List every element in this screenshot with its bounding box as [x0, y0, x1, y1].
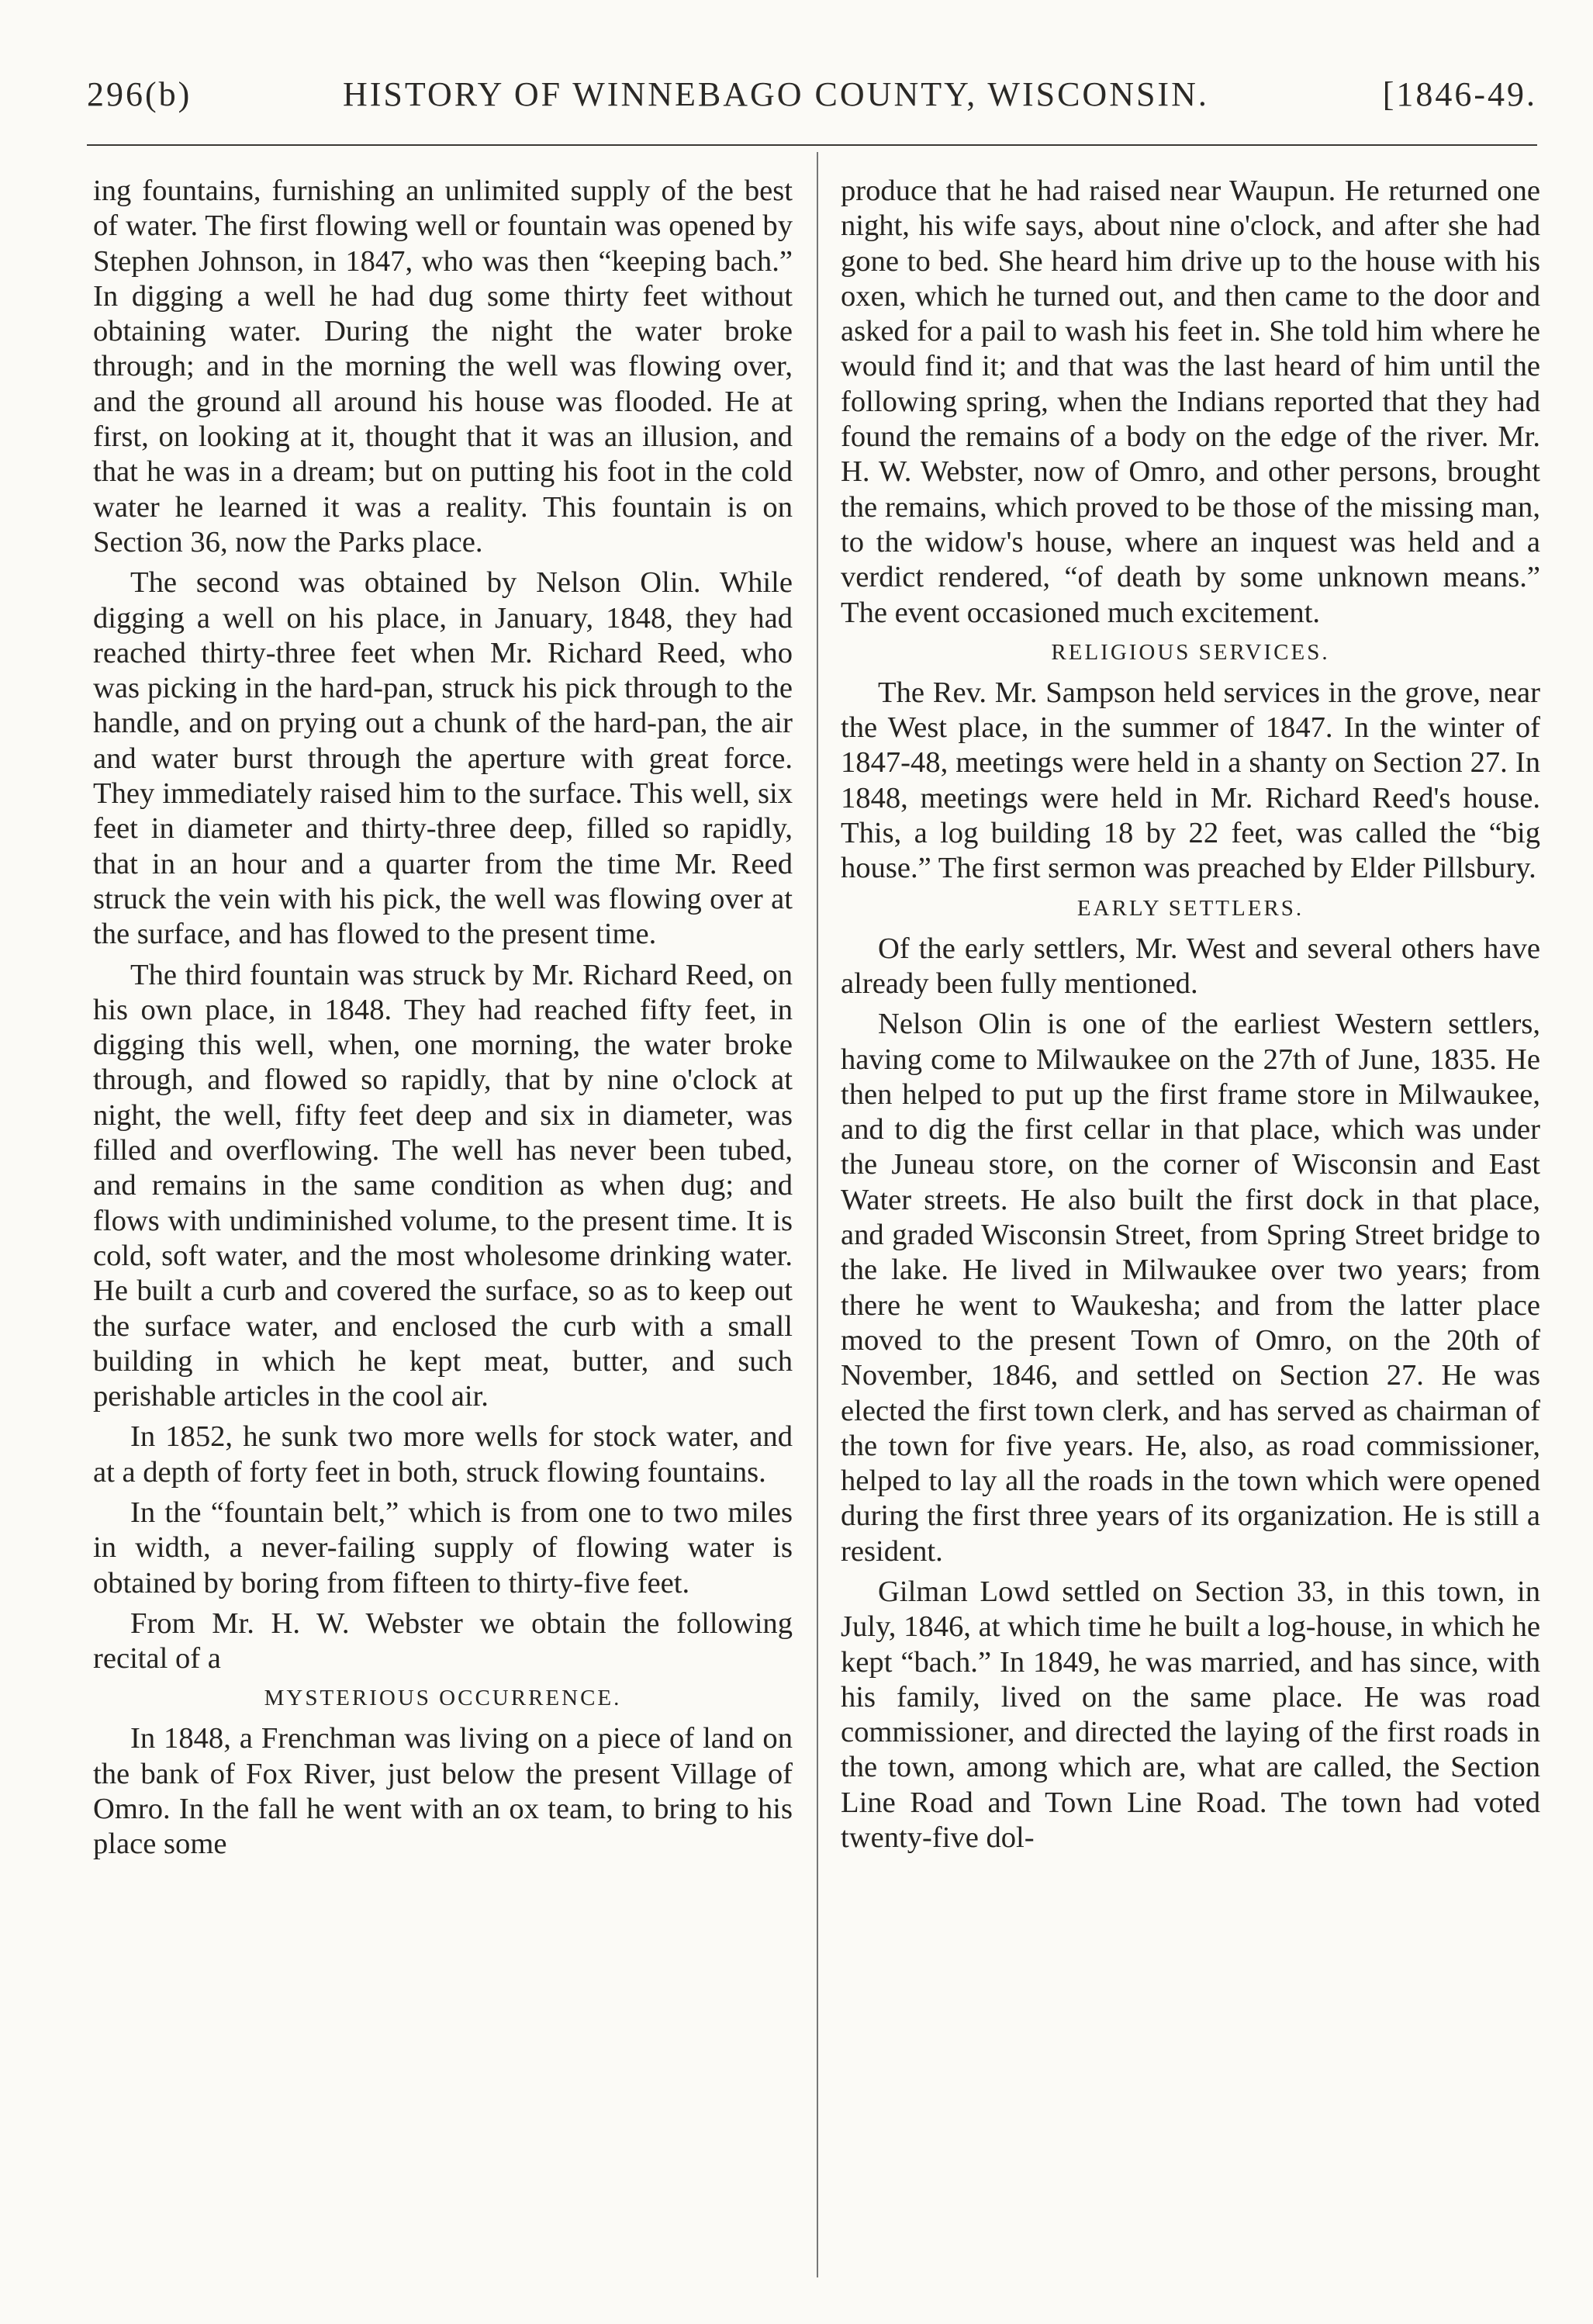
running-header [87, 74, 1537, 121]
paragraph: The Rev. Mr. Sampson held services in the grove, near the West place, in the summer of 1847. In the winter of 1847-48, meetings were held in a shanty on Section 27. In 1848, meetings were held in Mr. Richard Reed's house. This, a log building 18 by 22 feet, was called the “big house.” The first sermon was preached by Elder Pillsbury. [841, 676, 1540, 885]
running-title: HISTORY OF WINNEBAGO COUNTY, WISCONSIN. [343, 75, 1209, 113]
paragraph: In the “fountain belt,” which is from one to two miles in width, a never-failing supply of flowing water is obtained by boring from fifteen to thirty-five feet. [93, 1496, 793, 1599]
right-column [841, 174, 1540, 2268]
left-column [93, 174, 793, 2268]
paragraph: The second was obtained by Nelson Olin. While digging a well on his place, in January, 1848, they had reached thirty-three feet when Mr. Richard Reed, who was picking in the hard-pan, struck his pick through to the handle, and on prying out a chunk of the hard-pan, the air and water burst through the aperture with great force. They immediately raised him to the surface. This well, six feet in diameter and thirty-three deep, filled so rapidly, that in an hour and a quarter from the time Mr. Reed struck the vein with his pick, the well was flowing over at the surface, and has flowed to the present time. [93, 566, 793, 951]
paragraph: Nelson Olin is one of the earliest Western settlers, having come to Milwaukee on the 27th of June, 1835. He then helped to put up the first frame store in Milwaukee, and to dig the first cellar in that place, which was under the Juneau store, on the corner of Wisconsin and East Water streets. He also built the first dock in that place, and graded Wisconsin Street, from Spring Street bridge to the lake. He lived in Milwaukee over two years; from there he went to Waukesha; and from the latter place moved to the present Town of Omro, on the 20th of November, 1846, and settled on Section 27. He was elected the first town clerk, and has served as chairman of the town for five years. He, also, as road commissioner, helped to lay all the roads in the town which were opened during the first three years of its organization. He is still a resident. [841, 1008, 1540, 1568]
paragraph: Gilman Lowd settled on Section 33, in this town, in July, 1846, at which time he built a log-house, in which he kept “bach.” In 1849, he was married, and has since, with his family, lived on the same place. He was road commissioner, and directed the laying of the first roads in the town, among which are, what are called, the Section Line Road and Town Line Road. The town had voted twenty-five dol- [841, 1575, 1540, 1855]
section-heading-early-settlers: EARLY SETTLERS. [1076, 895, 1304, 921]
paragraph: ing fountains, furnishing an unlimited supply of the best of water. The first flowing well or fountain was opened by Stephen Johnson, in 1847, who was then “keeping bach.” In digging a well he had dug some thirty feet without obtaining water. During the night the water broke through; and in the morning the well was flowing over, and the ground all around his house was flooded. He at first, on looking at it, thought that it was an illusion, and that he was in a dream; but on putting his foot in the cold water he learned it was a reality. This fountain is on Section 36, now the Parks place. [93, 175, 793, 559]
paragraph: The third fountain was struck by Mr. Richard Reed, on his own place, in 1848. They had reached fifty feet, in digging this well, when, one morning, the water broke through, and flowed so rapidly, that by nine o'clock at night, the well, fifty feet deep and six in diameter, was filled and overflowing. The well has never been tubed, and remains in the same condition as when dug; and flows with undiminished volume, to the present time. It is cold, soft water, and the most wholesome drinking water. He built a curb and covered the surface, so as to keep out the surface water, and enclosed the curb with a small building in which he kept meat, butter, and such perishable articles in the cool air. [93, 958, 793, 1413]
paragraph: In 1848, a Frenchman was living on a piece of land on the bank of Fox River, just below the present Village of Omro. In the fall he went with an ox team, to bring to his place some [93, 1722, 793, 1861]
year-range: [1846-49. [1382, 75, 1537, 113]
section-heading-mysterious-occurrence: MYSTERIOUS OCCURRENCE. [264, 1686, 622, 1711]
section-heading-religious-services: RELIGIOUS SERVICES. [1051, 639, 1330, 665]
page-number: 296(b) [87, 75, 192, 113]
paragraph: Of the early settlers, Mr. West and several others have already been fully mentioned. [841, 932, 1540, 1000]
paragraph: In 1852, he sunk two more wells for stock water, and at a depth of forty feet in both, struck flowing fountains. [93, 1420, 793, 1489]
paragraph: From Mr. H. W. Webster we obtain the following recital of a [93, 1606, 793, 1676]
paragraph: produce that he had raised near Waupun. He returned one night, his wife says, about nine o'clock, and after she had gone to bed. She heard him drive up to the house with his oxen, which he turned out, and then came to the door and asked for a pail to wash his feet in. She told him where he would find it; and that was the last heard of him until the following spring, when the Indians reported that they had found the remains of a body on the edge of the river. Mr. H. W. Webster, now of Omro, and other persons, brought the remains, which proved to be those of the missing man, to the widow's house, where an inquest was held and a verdict rendered, “of death by some unknown means.” The event occasioned much excitement. [841, 175, 1540, 629]
header-rule [87, 144, 1537, 146]
column-divider [817, 152, 818, 2277]
